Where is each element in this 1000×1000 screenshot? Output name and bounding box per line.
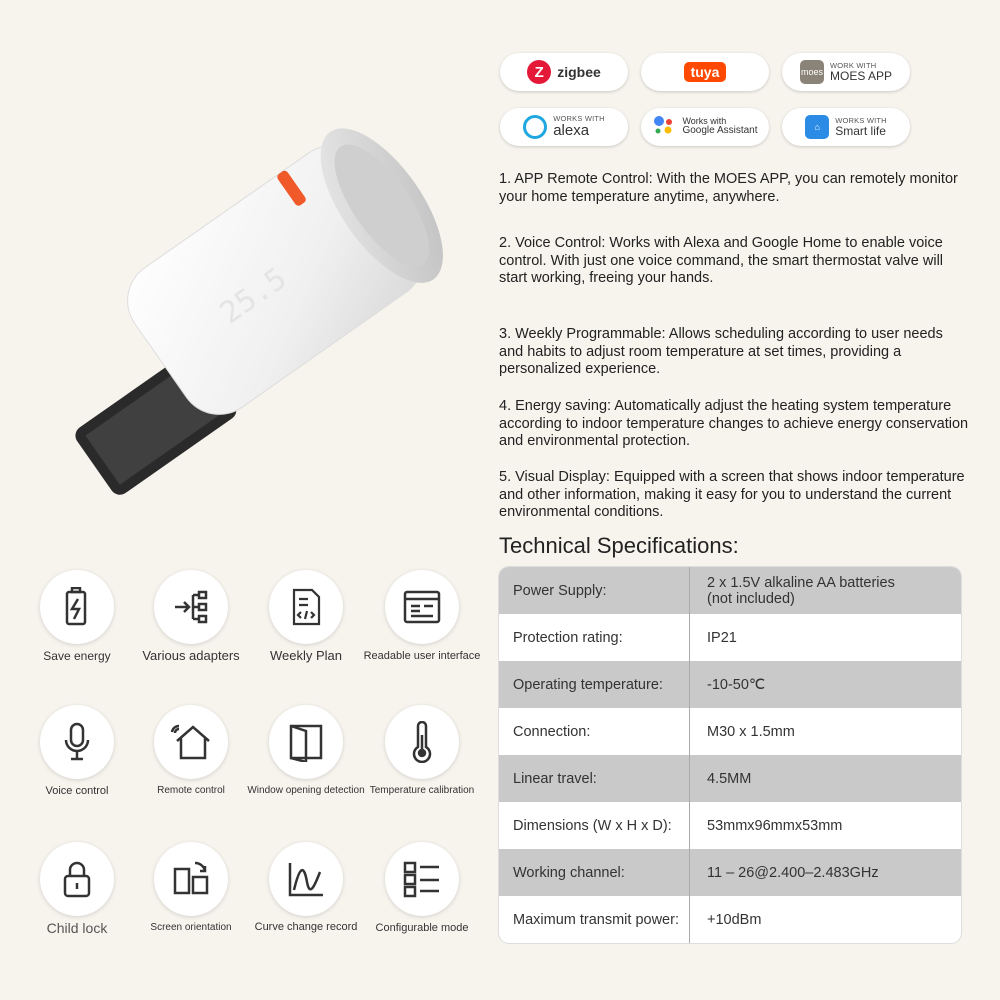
feature-temperature-calibration: Temperature calibration bbox=[362, 705, 482, 796]
list-mode-icon bbox=[385, 842, 459, 916]
spec-row: Maximum transmit power: +10dBm bbox=[499, 896, 961, 943]
curve-chart-icon bbox=[269, 842, 343, 916]
feature-configurable-mode: Configurable mode bbox=[362, 842, 482, 934]
microphone-icon bbox=[40, 705, 114, 779]
spec-row: Linear travel: 4.5MM bbox=[499, 755, 961, 802]
moes-icon: moes bbox=[800, 60, 824, 84]
feature-window-opening-detection: Window opening detection bbox=[246, 705, 366, 796]
open-window-icon bbox=[269, 705, 343, 779]
code-document-icon bbox=[269, 570, 343, 644]
feature-weekly-programmable: 3. Weekly Programmable: Allows scheduling according to user needs and habits to adjust room temperature at set times, providing a personalized experience. bbox=[499, 326, 943, 377]
feature-remote-control: Remote control bbox=[131, 705, 251, 797]
house-signal-icon bbox=[154, 705, 228, 779]
spec-row: Connection: M30 x 1.5mm bbox=[499, 708, 961, 755]
google-assistant-icon bbox=[652, 113, 676, 142]
tuya-badge bbox=[641, 53, 769, 91]
feature-app-remote-control: 1. APP Remote Control: With the MOES APP, you can remotely monitor your home temperature anytime, anywhere. bbox=[499, 171, 958, 205]
feature-voice-control: 2. Voice Control: Works with Alexa and Google Home to enable voice control. With just one voice command, the smart thermostat valve will start working, freeing your hands. bbox=[499, 235, 944, 286]
smart-life-badge: ⌂ WORKS WITH Smart life bbox=[782, 108, 910, 146]
feature-readable-user-interface: Readable user interface bbox=[362, 570, 482, 662]
battery-bolt-icon bbox=[40, 570, 114, 644]
smart-life-icon: ⌂ bbox=[805, 115, 829, 139]
window-interface-icon bbox=[385, 570, 459, 644]
zigbee-label: zigbee bbox=[557, 63, 601, 80]
padlock-icon bbox=[40, 842, 114, 916]
alexa-icon bbox=[523, 115, 547, 139]
spec-row: Dimensions (W x H x D): 53mmx96mmx53mm bbox=[499, 802, 961, 849]
feature-screen-orientation: Screen orientation bbox=[131, 842, 251, 933]
spec-table bbox=[499, 567, 961, 943]
adapters-icon bbox=[154, 570, 228, 644]
zigbee-badge bbox=[500, 53, 628, 91]
feature-visual-display: 5. Visual Display: Equipped with a screen that shows indoor temperature and other information, making it easy for you to understand the current environmental conditions. bbox=[499, 469, 965, 520]
spec-row: Protection rating: IP21 bbox=[499, 614, 961, 661]
zigbee-icon: Z bbox=[527, 60, 551, 84]
feature-child-lock: Child lock bbox=[17, 842, 137, 934]
feature-curve-change-record: Curve change record bbox=[246, 842, 366, 933]
feature-save-energy: Save energy bbox=[17, 570, 137, 662]
feature-weekly-plan: Weekly Plan bbox=[246, 570, 366, 662]
tuya-icon: tuya bbox=[684, 62, 727, 82]
thermometer-icon bbox=[385, 705, 459, 779]
display-readout: 25.5 bbox=[213, 261, 294, 332]
spec-row: Operating temperature: -10-50℃ bbox=[499, 661, 961, 708]
screen-rotate-icon bbox=[154, 842, 228, 916]
feature-energy-saving: 4. Energy saving: Automatically adjust the heating system temperature according to indoor temperature changes to achieve energy conservation and environmental protection. bbox=[499, 398, 969, 449]
spec-row: Working channel: 11 – 26@2.400–2.483GHz bbox=[499, 849, 961, 896]
moes-app-badge: moes WORK WITH MOES APP bbox=[782, 53, 910, 91]
alexa-badge: WORKS WITH alexa bbox=[500, 108, 628, 146]
feature-various-adapters: Various adapters bbox=[131, 570, 251, 662]
feature-voice-control: Voice control bbox=[17, 705, 137, 797]
spec-title: Technical Specifications: bbox=[499, 533, 739, 558]
thermostat-valve-image bbox=[70, 90, 470, 510]
google-assistant-badge: Works with Google Assistant bbox=[641, 108, 769, 146]
spec-row: Power Supply: 2 x 1.5V alkaline AA batteries (not included) bbox=[499, 567, 961, 614]
